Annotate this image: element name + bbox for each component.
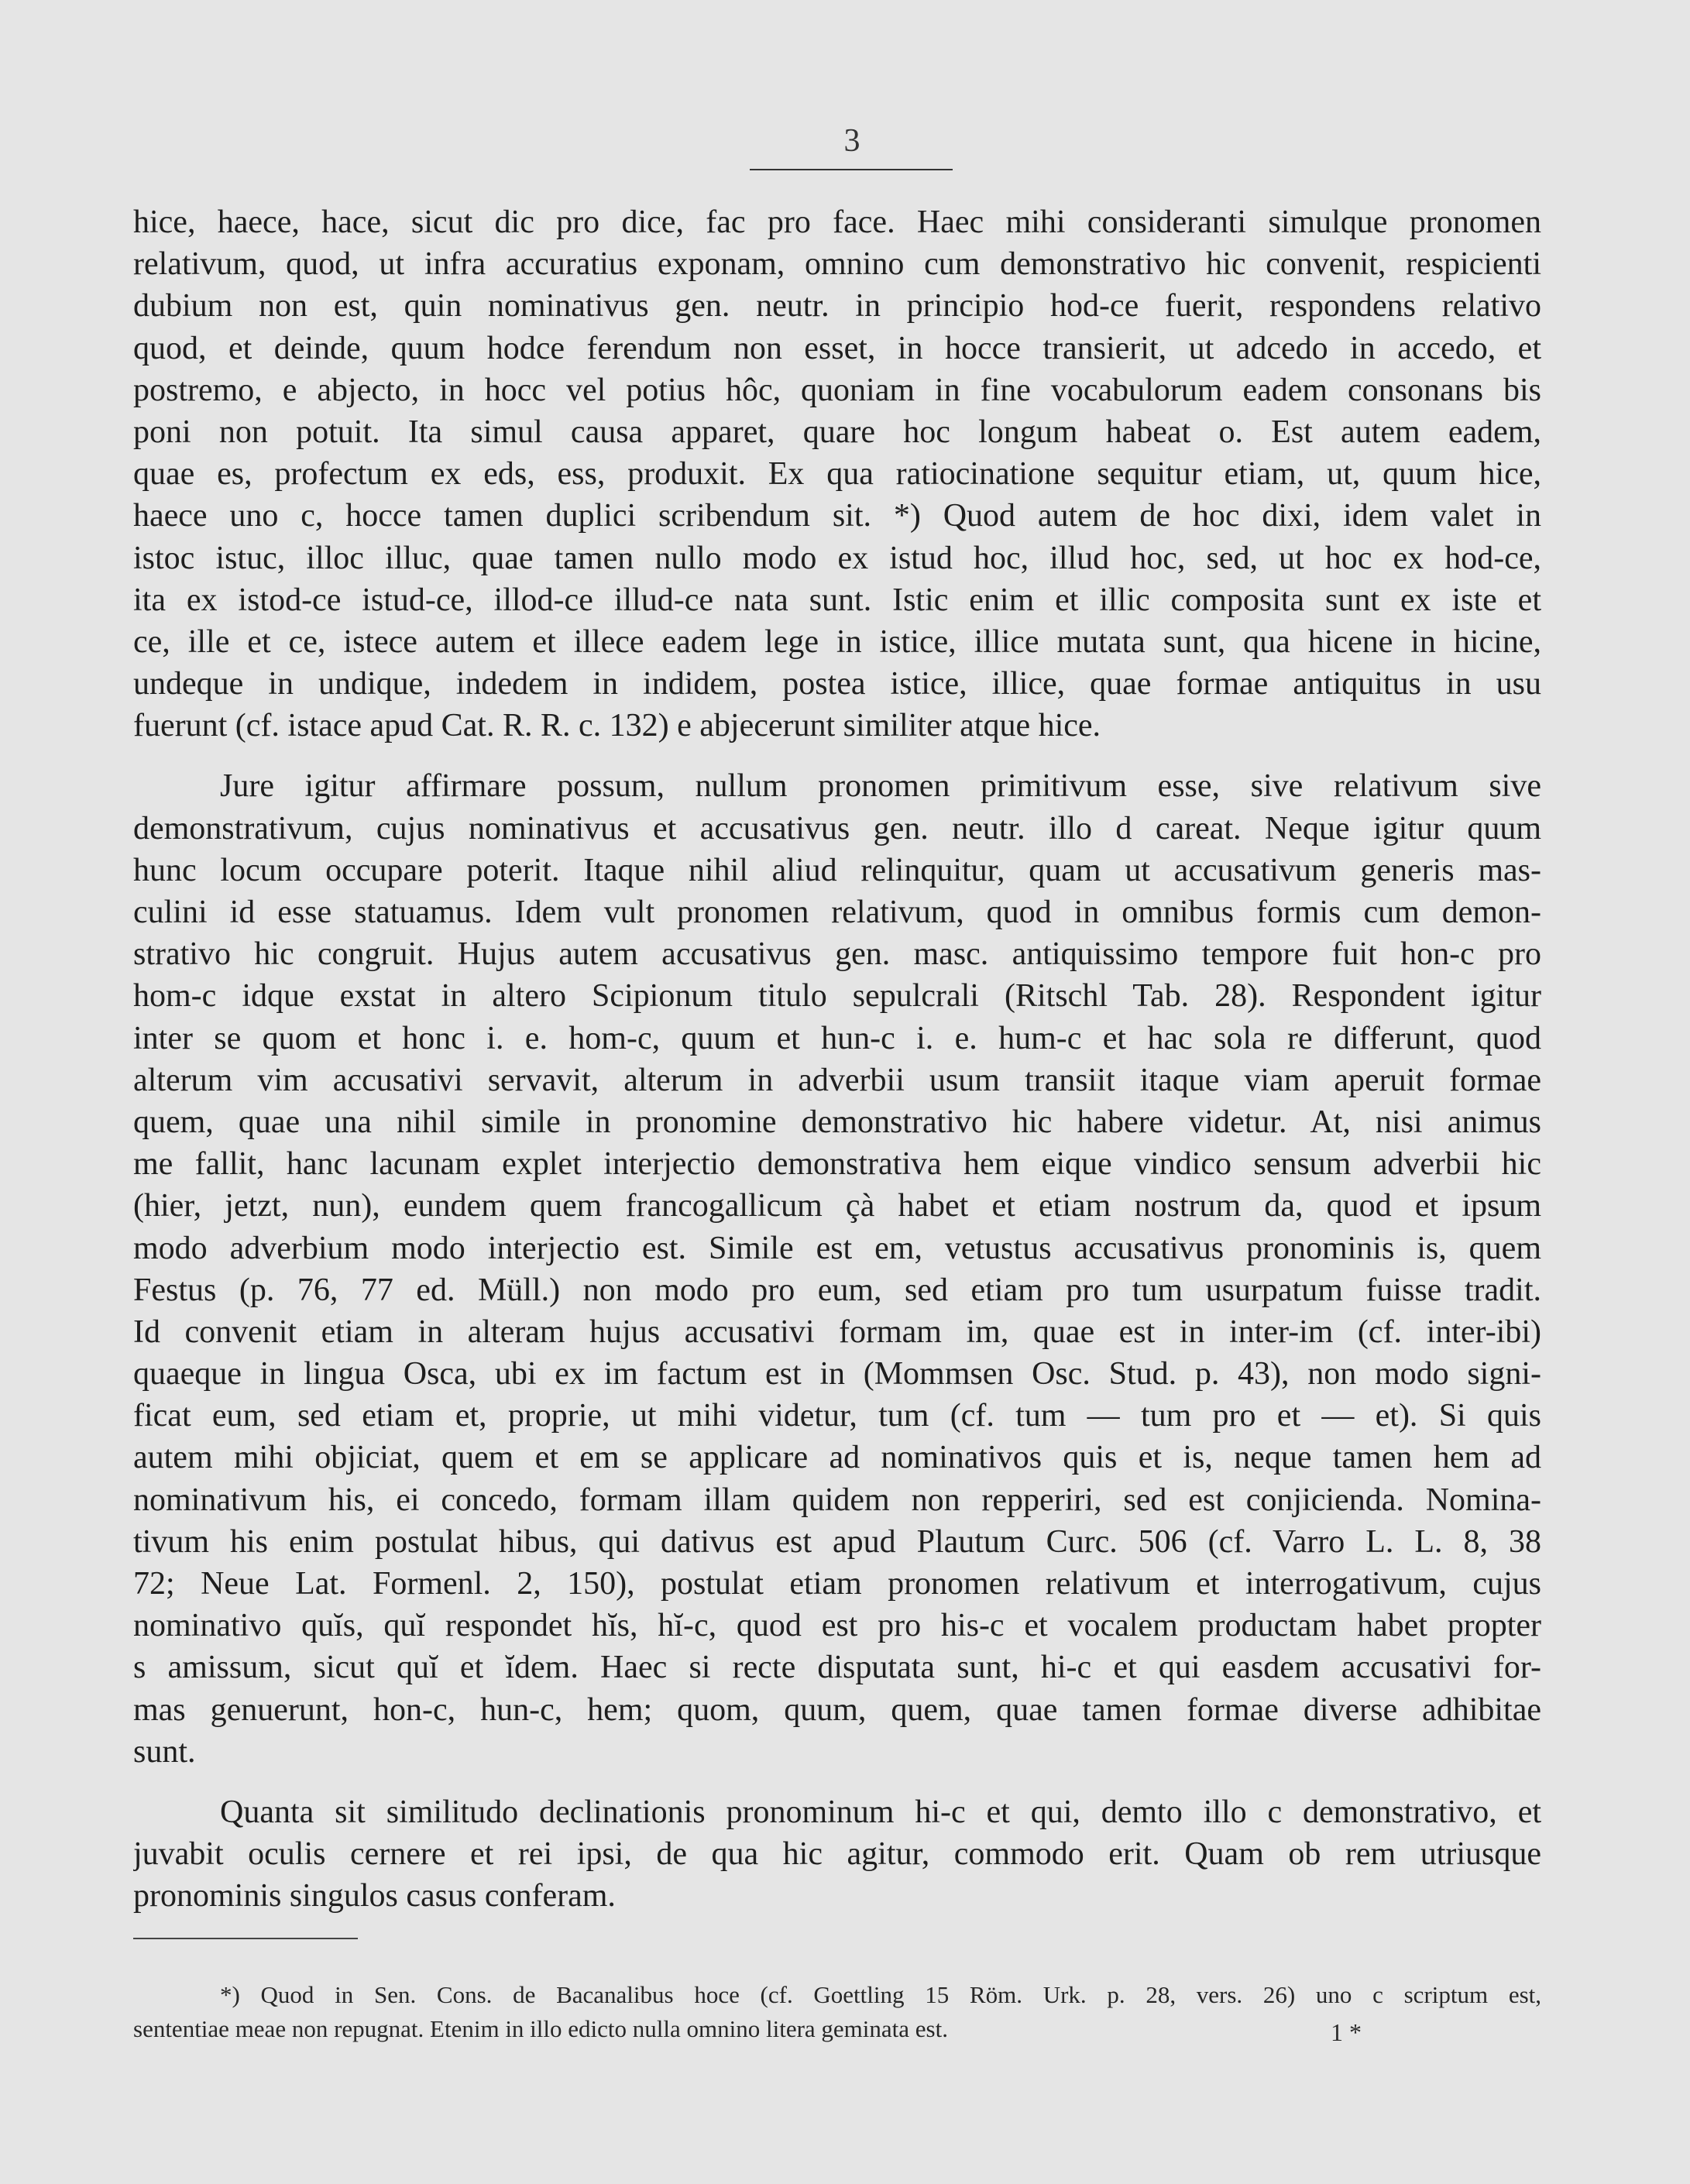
text-line: me fallit, hanc lacunam explet interjectio demonstrativa hem eique vindico sensum adverbii hic xyxy=(133,1146,1541,1183)
text-line: tivum his enim postulat hibus, qui dativus est apud Plautum Curc. 506 (cf. Varro L. L. 8, 38 xyxy=(133,1523,1541,1560)
text-line: 72; Neue Lat. Formenl. 2, 150), postulat etiam pronomen relativum et interrogativum, cujus xyxy=(133,1566,1541,1602)
text-line: strativo hic congruit. Hujus autem accusativus gen. masc. antiquissimo tempore fuit hon-c pro xyxy=(133,936,1541,973)
text-line: quaeque in lingua Osca, ubi ex im factum est in (Mommsen Osc. Stud. p. 43), non modo signi- xyxy=(133,1356,1541,1392)
footnote-rule xyxy=(133,1938,358,1939)
text-line: demonstrativum, cujus nominativus et accusativus gen. neutr. illo d careat. Neque igitur quum xyxy=(133,810,1541,846)
text-line: relativum, quod, ut infra accuratius exponam, omnino cum demonstrativo hic convenit, respicienti xyxy=(133,246,1541,283)
text-line: modo adverbium modo interjectio est. Simile est em, vetustus accusativus pronominis is, quem xyxy=(133,1230,1541,1266)
paragraph-gap xyxy=(133,1773,1541,1791)
text-line: dubium non est, quin nominativus gen. neutr. in principio hod-ce fuerit, respondens relativo xyxy=(133,288,1541,325)
footnote-line: *) Quod in Sen. Cons. de Bacanalibus hoce (cf. Goettling 15 Röm. Urk. p. 28, vers. 26) uno c scriptum est, xyxy=(220,1981,1541,2008)
text-line: ita ex istod-ce istud-ce, illod-ce illud-ce nata sunt. Istic enim et illic composita sunt ex iste et xyxy=(133,582,1541,618)
text-line: fuerunt (cf. istace apud Cat. R. R. c. 132) e abjecerunt similiter atque hice. xyxy=(133,708,1101,744)
text-line: undeque in undique, indedem in indidem, postea istice, illice, quae formae antiquitus in usu xyxy=(133,666,1541,702)
text-line: Quanta sit similitudo declinationis pronominum hi-c et qui, demto illo c demonstrativo, et xyxy=(220,1794,1541,1830)
text-line: sunt. xyxy=(133,1733,196,1770)
text-line: mas genuerunt, hon-c, hun-c, hem; quom, quum, quem, quae tamen formae diverse adhibitae xyxy=(133,1691,1541,1728)
text-line: alterum vim accusativi servavit, alterum in adverbii usum transiit itaque viam aperuit formae xyxy=(133,1062,1541,1098)
text-line: pronominis singulos casus conferam. xyxy=(133,1878,616,1914)
text-line: poni non potuit. Ita simul causa apparet, quare hoc longum habeat o. Est autem eadem, xyxy=(133,414,1541,450)
text-line: autem mihi objiciat, quem et em se applicare ad nominativos quis et is, neque tamen hem ad xyxy=(133,1440,1541,1476)
footnote-line: sententiae meae non repugnat. Etenim in illo edicto nulla omnino litera geminata est. xyxy=(133,2015,948,2042)
text-line: nominativo quĭs, quĭ respondet hĭs, hĭ-c, quod est pro his-c et vocalem productam habet propter xyxy=(133,1608,1541,1644)
text-line: haece uno c, hocce tamen duplici scribendum sit. *) Quod autem de hoc dixi, idem valet in xyxy=(133,498,1541,534)
signature-mark: 1 * xyxy=(1331,2018,1362,2046)
text-line: quem, quae una nihil simile in pronomine demonstrativo hic habere videtur. At, nisi animus xyxy=(133,1104,1541,1140)
paragraph xyxy=(133,201,1541,747)
text-line: inter se quom et honc i. e. hom-c, quum et hun-c i. e. hum-c et hac sola re differunt, quod xyxy=(133,1020,1541,1056)
text-line: hunc locum occupare poterit. Itaque nihil aliud relinquitur, quam ut accusativum generis mas- xyxy=(133,852,1541,888)
text-line: culini id esse statuamus. Idem vult pronomen relativum, quod in omnibus formis cum demon- xyxy=(133,895,1541,930)
text-line: juvabit oculis cernere et rei ipsi, de qua hic agitur, commodo erit. Quam ob rem utriusque xyxy=(133,1836,1541,1873)
text-line: quae es, profectum ex eds, ess, produxit. Ex qua ratiocinatione sequitur etiam, ut, quum hice, xyxy=(133,456,1541,493)
text-line: (hier, jetzt, nun), eundem quem francogallicum çà habet et etiam nostrum da, quod et ipsum xyxy=(133,1188,1541,1224)
text-line: s amissum, sicut quĭ et ĭdem. Haec si recte disputata sunt, hi-c et qui easdem accusativi for- xyxy=(133,1650,1541,1686)
page-number: 3 xyxy=(843,123,860,159)
body-text xyxy=(133,201,1541,1918)
paragraph-gap xyxy=(133,747,1541,765)
text-line: ce, ille et ce, istece autem et illece eadem lege in istice, illice mutata sunt, qua hicene in hicine, xyxy=(133,623,1541,660)
text-line: Id convenit etiam in alteram hujus accusativi formam im, quae est in inter-im (cf. inter-ibi) xyxy=(133,1313,1541,1350)
header-rule xyxy=(750,169,953,170)
text-line: ficat eum, sed etiam et, proprie, ut mihi videtur, tum (cf. tum — tum pro et — et). Si quis xyxy=(133,1398,1541,1434)
text-line: hice, haece, hace, sicut dic pro dice, fac pro face. Haec mihi consideranti simulque pronomen xyxy=(133,204,1541,240)
text-line: quod, et deinde, quum hodce ferendum non esset, in hocce transierit, ut adcedo in accedo, et xyxy=(133,330,1541,366)
text-line: istoc istuc, illoc illuc, quae tamen nullo modo ex istud hoc, illud hoc, sed, ut hoc ex hod-ce, xyxy=(133,540,1541,576)
paragraph xyxy=(133,765,1541,1773)
text-line: hom-c idque exstat in altero Scipionum titulo sepulcrali (Ritschl Tab. 28). Respondent igitur xyxy=(133,978,1541,1015)
text-line: nominativum his, ei concedo, formam illam quidem non repperiri, sed est conjicienda. Nomina- xyxy=(133,1482,1541,1518)
text-line: Festus (p. 76, 77 ed. Müll.) non modo pro eum, sed etiam pro tum usurpatum fuisse tradit. xyxy=(133,1272,1541,1308)
paragraph xyxy=(133,1791,1541,1918)
text-line: Jure igitur affirmare possum, nullum pronomen primitivum esse, sive relativum sive xyxy=(220,768,1541,805)
text-line: postremo, e abjecto, in hocc vel potius hôc, quoniam in fine vocabulorum eadem consonans bis xyxy=(133,372,1541,408)
